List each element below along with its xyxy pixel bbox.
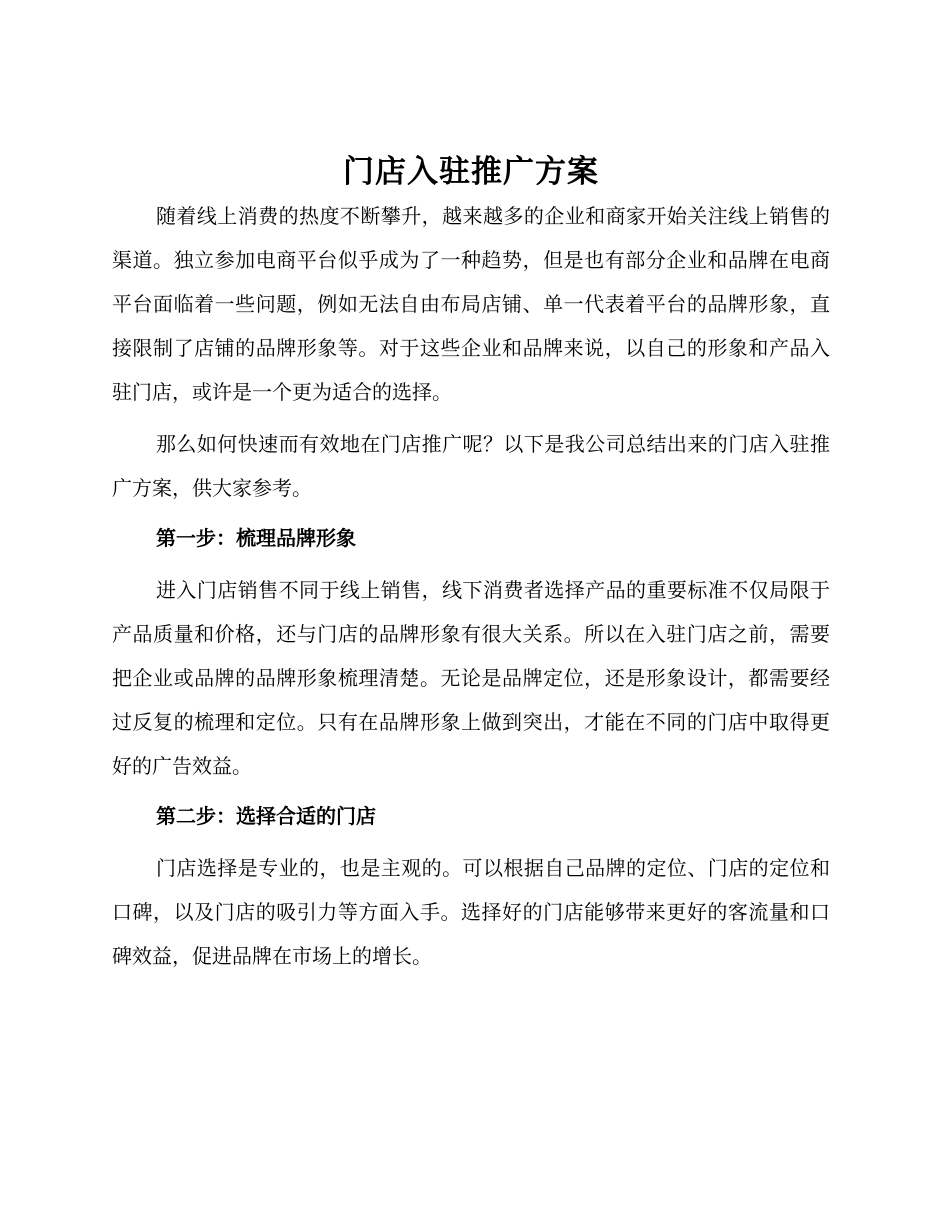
section-body-step-2: 门店选择是专业的，也是主观的。可以根据自己品牌的定位、门店的定位和口碑，以及门店的吸引力等方面入手。选择好的门店能够带来更好的客流量和口碑效益，促进品牌在市场上的增长。: [112, 856, 830, 968]
document-title: 门店入驻推广方案: [343, 154, 599, 190]
section-heading-step-1: 第一步：梳理品牌形象: [156, 526, 356, 550]
intro-paragraph: 随着线上消费的热度不断攀升，越来越多的企业和商家开始关注线上销售的渠道。独立参加电商平台似乎成为了一种趋势，但是也有部分企业和品牌在电商平台面临着一些问题，例如无法自由布局店铺、单一代表着平台的品牌形象，直接限制了店铺的品牌形象等。对于这些企业和品牌来说，以自己的形象和产品入驻门店，或许是一个更为适合的选择。: [112, 204, 830, 404]
section-body-step-1: 进入门店销售不同于线上销售，线下消费者选择产品的重要标准不仅局限于产品质量和价格，还与门店的品牌形象有很大关系。所以在入驻门店之前，需要把企业或品牌的品牌形象梳理清楚。无论是品牌定位，还是形象设计，都需要经过反复的梳理和定位。只有在品牌形象上做到突出，才能在不同的门店中取得更好的广告效益。: [112, 578, 830, 778]
section-heading-step-2: 第二步：选择合适的门店: [156, 804, 376, 828]
document-page: [112, 150, 830, 978]
intro-paragraph-2: 那么如何快速而有效地在门店推广呢？以下是我公司总结出来的门店入驻推广方案，供大家参考。: [112, 432, 830, 500]
